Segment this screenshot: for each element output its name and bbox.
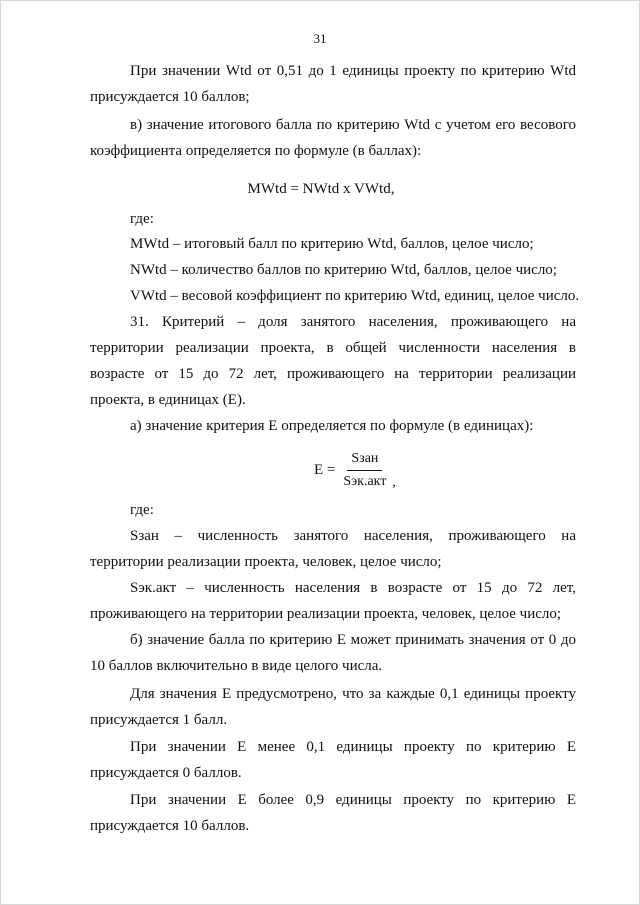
paragraph-final-score: в) значение итогового балла по критерию Wtd с учетом его весового коэффициента определяется по формуле (в баллах):: [90, 117, 576, 159]
paragraph-criterion-31: 31. Критерий – доля занятого населения, проживающего на территории реализации проекта, в общей численности населения в возрасте от 15 до 72 лет, проживающего на территории реализации проекта, в единицах (E).: [90, 314, 576, 408]
formula-e-comma: ,: [392, 475, 396, 490]
definition-szan: Sзан – численность занятого населения, проживающего на территории реализации проекта, человек, целое число;: [90, 528, 576, 570]
definition-vwtd: VWtd – весовой коэффициент по критерию Wtd, единиц, целое число.: [130, 288, 580, 304]
definition-nwtd: NWtd – количество баллов по критерию Wtd, баллов, целое число;: [130, 262, 557, 278]
formula-e-numerator: Sзан: [347, 450, 382, 471]
paragraph-per-tenth: Для значения E предусмотрено, что за каждые 0,1 единицы проекту присуждается 1 балл.: [90, 686, 576, 728]
formula-e-denominator: Sэк.акт: [343, 474, 387, 489]
formula-e-fraction: [339, 450, 390, 491]
paragraph-score-range: б) значение балла по критерию E может принимать значения от 0 до 10 баллов включительно в виде целого числа.: [90, 632, 576, 674]
formula-e: [314, 450, 396, 491]
paragraph-wtd-score: При значении Wtd от 0,51 до 1 единицы проекту по критерию Wtd присуждается 10 баллов;: [90, 63, 576, 105]
formula-mwtd: MWtd = NWtd x VWtd,: [247, 181, 395, 197]
where-label: где:: [130, 211, 154, 227]
paragraph-criterion-e-formula: а) значение критерия E определяется по формуле (в единицах):: [130, 418, 534, 434]
paragraph-more-than: При значении E более 0,9 единицы проекту по критерию E присуждается 10 баллов.: [90, 792, 576, 834]
definition-mwtd: MWtd – итоговый балл по критерию Wtd, баллов, целое число;: [130, 236, 534, 252]
page-number: 31: [313, 31, 327, 46]
where-label-2: где:: [130, 502, 154, 518]
formula-e-lhs: E =: [314, 462, 336, 478]
paragraph-less-than: При значении E менее 0,1 единицы проекту по критерию E присуждается 0 баллов.: [90, 739, 576, 781]
definition-sekakt: Sэк.акт – численность населения в возрасте от 15 до 72 лет, проживающего на территории реализации проекта, человек, целое число;: [90, 580, 576, 622]
